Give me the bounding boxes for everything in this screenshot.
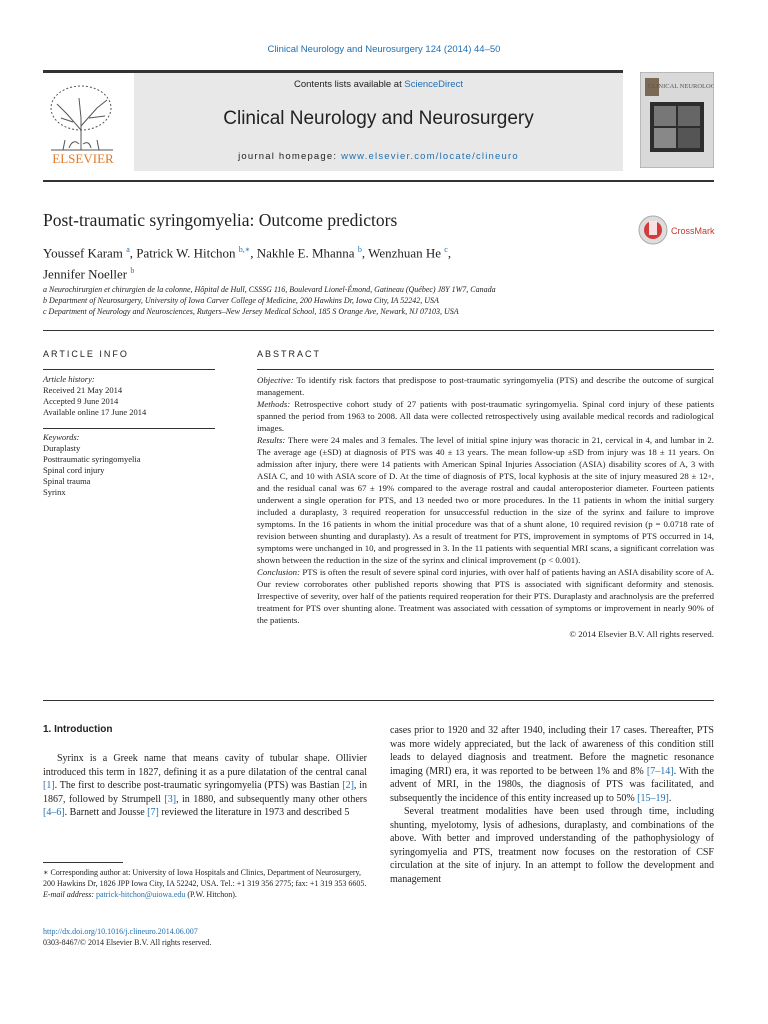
- sciencedirect-link[interactable]: ScienceDirect: [404, 79, 463, 90]
- intro-paragraph-2: Several treatment modalities have been used through time, including shunting, myelotomy, lysis of adhesions, duraplasty, and combinations of the above. With better and improved understanding of the pathophysiology of syringomyelia and PTS, treatment now focuses on the restoration of CSF circulation at the site of injury. In an attempt to follow the development and management: [390, 806, 714, 885]
- article-history: [43, 374, 215, 418]
- email-line: [43, 889, 370, 900]
- citation-link[interactable]: [15–19]: [637, 792, 669, 804]
- keywords-block: [43, 432, 215, 498]
- author-affiliation-mark[interactable]: b: [357, 245, 362, 254]
- author-name: Jennifer Noeller: [43, 266, 128, 282]
- author-affiliation-mark[interactable]: b: [130, 266, 135, 276]
- body-text: . Barnett and Jousse: [64, 807, 148, 818]
- body-text: . The first to describe post-traumatic syringomyelia (PTS) was Bastian: [54, 780, 343, 791]
- author-name: Patrick W. Hitchon: [136, 245, 236, 261]
- article-info-rule: [43, 369, 215, 370]
- author-affiliation-mark[interactable]: a: [126, 245, 130, 254]
- citation-link[interactable]: [3]: [164, 793, 177, 805]
- author-name: Wenzhuan He: [368, 245, 442, 261]
- elsevier-logo: [43, 78, 123, 166]
- citation-link[interactable]: [1]: [43, 780, 55, 791]
- conclusion-text: PTS is often the result of severe spinal cord injuries, with over half of patients having an ASIA disability score of A. Our review corroborates other published reports showing that PTS is associated with significant deformity and stenosis. Irrespective of severity, over half of the patients required reoperation for their PTS. Duraplasty and arachnolysis are the preferred treatment for PTS over shunting alone. Treatment was associated with cessation of symptoms or improvement in nearly 90% of the patients.: [257, 567, 714, 625]
- author-affiliation-mark[interactable]: b,∗: [238, 245, 251, 254]
- intro-paragraph-1: [43, 752, 367, 820]
- article-title: Post-traumatic syringomyelia: Outcome predictors: [43, 210, 398, 230]
- citation-link[interactable]: [7–14]: [646, 765, 674, 777]
- issn-line: 0303-8467/© 2014 Elsevier B.V. All rights reserved.: [43, 938, 212, 947]
- keywords-rule: [43, 428, 215, 429]
- homepage-link[interactable]: www.elsevier.com/locate/clineuro: [341, 151, 519, 162]
- article-info-heading: ARTICLE INFO: [43, 349, 129, 359]
- author-name: Youssef Karam: [43, 245, 123, 261]
- intro-paragraph-1-continued-content: [390, 725, 714, 804]
- history-label: Article history:: [43, 374, 95, 384]
- keyword: Syrinx: [43, 487, 66, 497]
- objective-label: Objective:: [257, 375, 294, 385]
- citation-link[interactable]: [4–6]: [43, 807, 65, 818]
- intro-right-column: [390, 724, 714, 886]
- elsevier-tree-icon: [43, 78, 123, 166]
- author-name: Nakhle E. Mhanna: [256, 245, 355, 261]
- results-label: Results:: [257, 435, 286, 445]
- abstract-copyright: © 2014 Elsevier B.V. All rights reserved.: [569, 629, 714, 639]
- contents-line: [134, 79, 623, 90]
- affiliation-a: a Neurochirurgien et chirurgien de la colonne, Hôpital de Hull, CSSSG 116, Boulevard Lionel-Émond, Gatineau (Québec) J8Y 1W7, Canada: [43, 285, 496, 294]
- crossmark-icon: [638, 215, 718, 245]
- keyword: Duraplasty: [43, 443, 81, 453]
- crossmark-badge[interactable]: [638, 215, 718, 245]
- contents-prefix: Contents lists available at: [294, 79, 405, 90]
- homepage-prefix: journal homepage:: [238, 151, 342, 162]
- intro-paragraph-1-content: [43, 753, 367, 818]
- affiliation-b: b Department of Neurosurgery, University of Iowa Carver College of Medicine, 200 Hawkins Dr, Iowa City, IA 52242, USA: [43, 296, 439, 305]
- methods-label: Methods:: [257, 399, 291, 409]
- body-text: Syrinx is a Greek name that means cavity of tubular shape. Ollivier introduced this term in 1827, defining it as a pure dilatation of the central canal: [43, 753, 367, 778]
- keyword: Posttraumatic syringomyelia: [43, 454, 141, 464]
- received-date: Received 21 May 2014: [43, 385, 123, 395]
- journal-title: Clinical Neurology and Neurosurgery: [223, 108, 534, 129]
- homepage-line: [134, 151, 623, 162]
- intro-left-column: [43, 752, 367, 820]
- crossmark-label: CrossMark: [671, 226, 715, 236]
- author-affiliation-mark[interactable]: c: [444, 245, 448, 254]
- affiliation-rule: [43, 330, 714, 331]
- footnote: [43, 867, 370, 900]
- body-text: reviewed the literature in 1973 and described 5: [158, 807, 350, 818]
- intro-paragraph-1-continued: [390, 724, 714, 805]
- affiliation-c: c Department of Neurology and Neurosciences, Rutgers–New Jersey Medical School, 185 S Orange Ave, Newark, NJ 07103, USA: [43, 307, 459, 316]
- keyword: Spinal cord injury: [43, 465, 105, 475]
- email-label: E-mail address:: [43, 890, 97, 899]
- doi-block: [43, 926, 211, 948]
- abstract-heading: ABSTRACT: [257, 349, 322, 359]
- body-text: , in 1880, and subsequently many other others: [176, 793, 367, 805]
- abstract-objective: [257, 374, 714, 398]
- abstract-results: [257, 434, 714, 566]
- abstract-body: [257, 374, 714, 640]
- corresponding-author-note: ∗ Corresponding author at: University of Iowa Hospitals and Clinics, Department of Neurosurgery, 200 Hawkins Dr, 1826 JPP Iowa City, IA 52242, USA. Tel.: +1 319 356 2775; fax: +1 319 353 6605.: [43, 868, 367, 888]
- header-bottom-rule: [43, 180, 714, 182]
- abstract-conclusion: [257, 566, 714, 626]
- citation-link[interactable]: [7]: [147, 807, 159, 818]
- doi-link[interactable]: http://dx.doi.org/10.1016/j.clineuro.2014.06.007: [43, 927, 198, 936]
- accepted-date: Accepted 9 June 2014: [43, 396, 119, 406]
- conclusion-label: Conclusion:: [257, 567, 301, 577]
- abstract-rule: [257, 369, 714, 370]
- results-text: There were 24 males and 3 females. The level of initial spine injury was thoracic in 21, cervical in 4, and lumbar in 2. The average age (±SD) at diagnosis of PTS was 40 ± 13 years. The mean follow-up ±SD from injury was 18 ± 11 years. On admission after injury, there were 14 patients with American Spinal Injuries Association (ASIA) disability scores of A, 3 with ASIA C, and 10 with ASIA score of D. At the time of diagnosis of PTS, local kyphosis at the site of injury measured 28 ± 12◦, and the residual canal was 67 ± 19% compared to the average rostral and caudal anteroposterior diameter. Fourteen patients underwent a single operation for PTS, and 13 needed two or more procedures. In the 11 patients in whom the initial surgery included a duraplasty, 3 required reoperation for unsuccessful reduction in the size of the syrinx and failure to improve symptoms. In the 16 patients in whom the initial procedure was that of a shunt alone, 10 required revision (p = 0.0718 rate of revision between shunting and duraplasty). As a result of treatment for PTS, improvement in symptoms of PTS occurred in 14, symptoms were unchanged in 10, and progressed in 3. In the 11 patients with sequential MRI scans, a significant correlation was shown between the reduction in the size of the syrinx and clinical improvement (p < 0.001).: [257, 435, 714, 565]
- running-head[interactable]: Clinical Neurology and Neurosurgery 124 (2014) 44–50: [267, 44, 501, 55]
- keyword: Spinal trauma: [43, 476, 91, 486]
- email-link[interactable]: patrick-hitchon@uiowa.edu: [96, 890, 186, 899]
- methods-text: Retrospective cohort study of 27 patients with post-traumatic syringomyelia. Spinal cord injury of these patients spanned the period from 1963 to 2008. All data were collected retrospectively using available medical records and radiological images.: [257, 399, 714, 433]
- keywords-label: Keywords:: [43, 432, 80, 442]
- journal-cover: [640, 72, 714, 168]
- body-text: cases prior to 1920 and 32 after 1940, including their 17 cases. Thereafter, PTS was more widely appreciated, but the lack of awareness of this condition still leads to delayed diagnosis and treatment. Before the magnetic resonance imaging (MRI) era, it was reported to be between 1% and 8%: [390, 725, 714, 777]
- citation-link[interactable]: [2]: [342, 780, 354, 791]
- author-list: Youssef Karam $^a$, Patrick W. Hitchon $^{b,∗}$, Nakhle E. Mhanna $^b$, Wenzhuan He $^c$, Jennifer Noeller $^b$: [43, 245, 452, 282]
- abstract-bottom-rule: [43, 700, 714, 701]
- elsevier-wordmark: ELSEVIER: [52, 151, 114, 166]
- section-heading-introduction: 1. Introduction: [43, 724, 113, 735]
- body-text: .: [668, 792, 672, 804]
- body-text: , in 1867, followed by Strumpell: [43, 780, 367, 805]
- email-suffix: (P.W. Hitchon).: [185, 890, 237, 899]
- cover-thumbnail-icon: [640, 72, 714, 168]
- online-date: Available online 17 June 2014: [43, 407, 147, 417]
- objective-text: To identify risk factors that predispose to post-traumatic syringomyelia (PTS) and describe the outcome of surgical management.: [257, 375, 714, 397]
- cover-title: CLINICAL NEUROLOGY: [647, 83, 714, 90]
- body-text: . With the advent of MRI, in the 1980s, the diagnosis of PTS was facilitated, and subsequently the incidence of this entity increased up to 50%: [390, 765, 714, 804]
- abstract-methods: [257, 398, 714, 434]
- footnote-rule: [43, 862, 123, 863]
